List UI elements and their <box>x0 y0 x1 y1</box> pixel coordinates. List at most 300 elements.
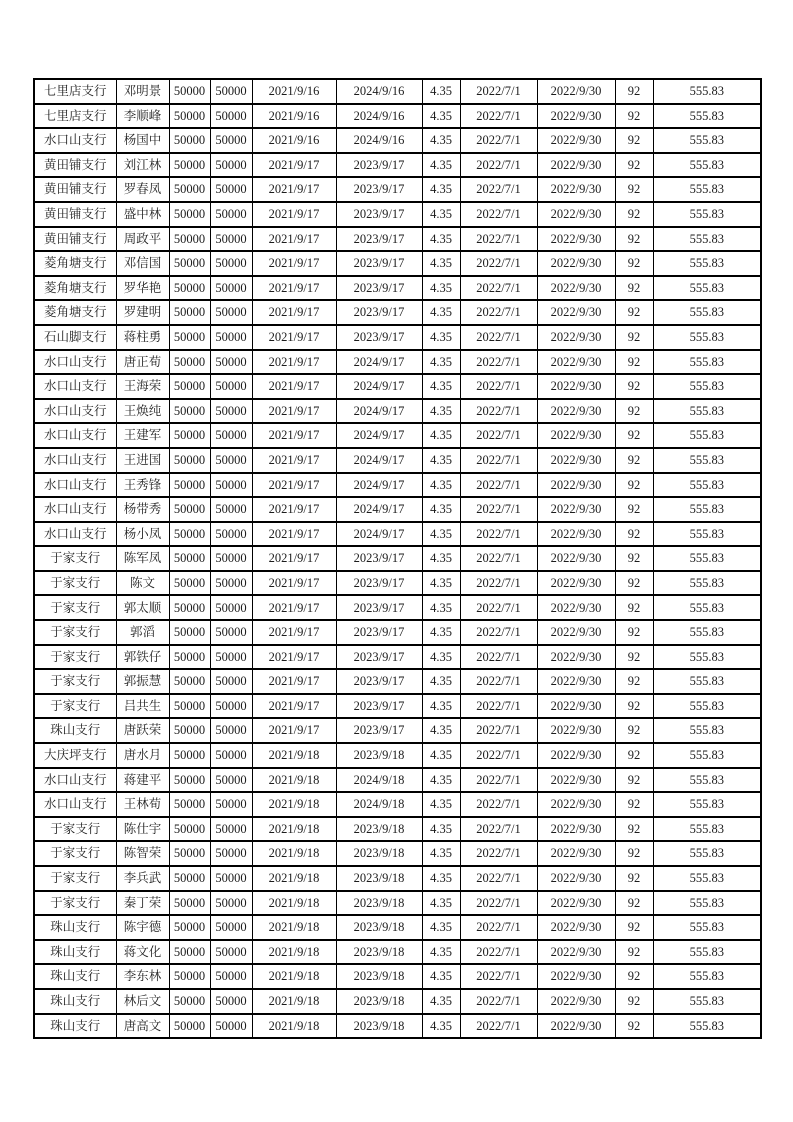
cell-days: 92 <box>615 374 653 399</box>
cell-interest-start: 2022/7/1 <box>460 522 537 547</box>
cell-days: 92 <box>615 350 653 375</box>
cell-interest-end: 2022/9/30 <box>537 718 615 743</box>
cell-interest: 555.83 <box>653 251 761 276</box>
cell-branch: 水口山支行 <box>34 399 116 424</box>
cell-rate: 4.35 <box>422 300 460 325</box>
cell-interest-end: 2022/9/30 <box>537 251 615 276</box>
cell-interest-start: 2022/7/1 <box>460 817 537 842</box>
cell-due-date: 2023/9/17 <box>336 227 422 252</box>
cell-amount2: 50000 <box>210 989 252 1014</box>
cell-amount: 50000 <box>169 350 210 375</box>
cell-rate: 4.35 <box>422 817 460 842</box>
cell-interest-end: 2022/9/30 <box>537 128 615 153</box>
cell-rate: 4.35 <box>422 276 460 301</box>
table-row <box>34 571 761 596</box>
cell-amount: 50000 <box>169 276 210 301</box>
table-row <box>34 620 761 645</box>
cell-interest-end: 2022/9/30 <box>537 1014 615 1039</box>
cell-start-date: 2021/9/17 <box>252 227 336 252</box>
cell-amount2: 50000 <box>210 104 252 129</box>
cell-interest-start: 2022/7/1 <box>460 841 537 866</box>
cell-interest-start: 2022/7/1 <box>460 177 537 202</box>
cell-start-date: 2021/9/17 <box>252 645 336 670</box>
cell-amount2: 50000 <box>210 595 252 620</box>
cell-name: 蒋文化 <box>116 940 169 965</box>
cell-start-date: 2021/9/17 <box>252 473 336 498</box>
cell-rate: 4.35 <box>422 571 460 596</box>
cell-amount: 50000 <box>169 104 210 129</box>
cell-amount: 50000 <box>169 153 210 178</box>
cell-start-date: 2021/9/17 <box>252 718 336 743</box>
cell-due-date: 2023/9/17 <box>336 620 422 645</box>
cell-interest-start: 2022/7/1 <box>460 645 537 670</box>
cell-interest-end: 2022/9/30 <box>537 153 615 178</box>
cell-amount2: 50000 <box>210 128 252 153</box>
cell-rate: 4.35 <box>422 104 460 129</box>
cell-interest-end: 2022/9/30 <box>537 595 615 620</box>
cell-amount: 50000 <box>169 866 210 891</box>
cell-interest: 555.83 <box>653 866 761 891</box>
cell-amount2: 50000 <box>210 448 252 473</box>
cell-days: 92 <box>615 743 653 768</box>
cell-interest-start: 2022/7/1 <box>460 669 537 694</box>
cell-amount: 50000 <box>169 399 210 424</box>
table-row <box>34 423 761 448</box>
cell-interest-end: 2022/9/30 <box>537 841 615 866</box>
cell-interest-start: 2022/7/1 <box>460 251 537 276</box>
cell-name: 杨小凤 <box>116 522 169 547</box>
cell-amount2: 50000 <box>210 374 252 399</box>
cell-start-date: 2021/9/18 <box>252 940 336 965</box>
table-row <box>34 350 761 375</box>
cell-amount2: 50000 <box>210 497 252 522</box>
cell-interest: 555.83 <box>653 1014 761 1039</box>
cell-amount: 50000 <box>169 620 210 645</box>
table-row <box>34 79 761 104</box>
cell-interest-start: 2022/7/1 <box>460 399 537 424</box>
cell-interest: 555.83 <box>653 227 761 252</box>
cell-rate: 4.35 <box>422 79 460 104</box>
cell-interest-end: 2022/9/30 <box>537 350 615 375</box>
cell-amount: 50000 <box>169 177 210 202</box>
cell-name: 王林荀 <box>116 792 169 817</box>
cell-amount: 50000 <box>169 251 210 276</box>
cell-branch: 珠山支行 <box>34 1014 116 1039</box>
cell-rate: 4.35 <box>422 841 460 866</box>
table-row <box>34 891 761 916</box>
cell-interest-start: 2022/7/1 <box>460 915 537 940</box>
cell-days: 92 <box>615 792 653 817</box>
cell-days: 92 <box>615 645 653 670</box>
cell-amount2: 50000 <box>210 694 252 719</box>
cell-interest: 555.83 <box>653 497 761 522</box>
cell-days: 92 <box>615 251 653 276</box>
cell-interest: 555.83 <box>653 645 761 670</box>
cell-due-date: 2023/9/18 <box>336 989 422 1014</box>
cell-name: 陈军凤 <box>116 546 169 571</box>
cell-name: 陈仕宇 <box>116 817 169 842</box>
cell-due-date: 2024/9/16 <box>336 79 422 104</box>
cell-name: 李兵武 <box>116 866 169 891</box>
cell-branch: 水口山支行 <box>34 423 116 448</box>
table-row <box>34 743 761 768</box>
cell-due-date: 2023/9/18 <box>336 915 422 940</box>
cell-branch: 菱角塘支行 <box>34 276 116 301</box>
cell-due-date: 2023/9/17 <box>336 177 422 202</box>
cell-interest: 555.83 <box>653 546 761 571</box>
cell-interest-start: 2022/7/1 <box>460 276 537 301</box>
cell-name: 郭振慧 <box>116 669 169 694</box>
cell-rate: 4.35 <box>422 325 460 350</box>
cell-branch: 大庆坪支行 <box>34 743 116 768</box>
cell-amount2: 50000 <box>210 645 252 670</box>
cell-days: 92 <box>615 989 653 1014</box>
table-row <box>34 153 761 178</box>
cell-due-date: 2024/9/17 <box>336 399 422 424</box>
cell-amount: 50000 <box>169 300 210 325</box>
cell-due-date: 2023/9/17 <box>336 595 422 620</box>
cell-amount2: 50000 <box>210 841 252 866</box>
cell-branch: 七里店支行 <box>34 104 116 129</box>
cell-name: 唐高文 <box>116 1014 169 1039</box>
cell-amount2: 50000 <box>210 399 252 424</box>
table-row <box>34 841 761 866</box>
cell-amount2: 50000 <box>210 891 252 916</box>
cell-days: 92 <box>615 620 653 645</box>
cell-amount2: 50000 <box>210 620 252 645</box>
cell-name: 林后文 <box>116 989 169 1014</box>
cell-interest-start: 2022/7/1 <box>460 448 537 473</box>
cell-rate: 4.35 <box>422 1014 460 1039</box>
cell-branch: 于家支行 <box>34 620 116 645</box>
cell-due-date: 2023/9/18 <box>336 817 422 842</box>
cell-interest-start: 2022/7/1 <box>460 595 537 620</box>
cell-rate: 4.35 <box>422 128 460 153</box>
cell-interest-end: 2022/9/30 <box>537 669 615 694</box>
cell-interest-end: 2022/9/30 <box>537 497 615 522</box>
cell-start-date: 2021/9/16 <box>252 79 336 104</box>
cell-interest-start: 2022/7/1 <box>460 227 537 252</box>
table-row <box>34 964 761 989</box>
cell-start-date: 2021/9/18 <box>252 792 336 817</box>
cell-name: 陈文 <box>116 571 169 596</box>
cell-amount2: 50000 <box>210 153 252 178</box>
loan-interest-table <box>33 78 762 1039</box>
table-row <box>34 374 761 399</box>
cell-name: 陈宇德 <box>116 915 169 940</box>
cell-days: 92 <box>615 153 653 178</box>
cell-name: 吕共生 <box>116 694 169 719</box>
cell-interest: 555.83 <box>653 718 761 743</box>
cell-start-date: 2021/9/18 <box>252 817 336 842</box>
cell-amount2: 50000 <box>210 522 252 547</box>
cell-start-date: 2021/9/18 <box>252 743 336 768</box>
cell-due-date: 2024/9/17 <box>336 497 422 522</box>
cell-days: 92 <box>615 1014 653 1039</box>
cell-start-date: 2021/9/17 <box>252 399 336 424</box>
cell-start-date: 2021/9/17 <box>252 669 336 694</box>
cell-interest-start: 2022/7/1 <box>460 792 537 817</box>
cell-name: 杨国中 <box>116 128 169 153</box>
cell-interest: 555.83 <box>653 300 761 325</box>
table-row <box>34 645 761 670</box>
cell-interest-end: 2022/9/30 <box>537 325 615 350</box>
cell-due-date: 2024/9/17 <box>336 522 422 547</box>
cell-name: 郭铁仔 <box>116 645 169 670</box>
cell-interest-start: 2022/7/1 <box>460 940 537 965</box>
cell-rate: 4.35 <box>422 743 460 768</box>
table-row <box>34 595 761 620</box>
cell-start-date: 2021/9/18 <box>252 841 336 866</box>
cell-branch: 于家支行 <box>34 546 116 571</box>
cell-start-date: 2021/9/17 <box>252 522 336 547</box>
cell-interest-end: 2022/9/30 <box>537 989 615 1014</box>
cell-rate: 4.35 <box>422 669 460 694</box>
cell-name: 邓信国 <box>116 251 169 276</box>
cell-due-date: 2023/9/18 <box>336 964 422 989</box>
cell-rate: 4.35 <box>422 177 460 202</box>
cell-name: 罗建明 <box>116 300 169 325</box>
cell-interest-end: 2022/9/30 <box>537 448 615 473</box>
cell-name: 盛中林 <box>116 202 169 227</box>
cell-amount: 50000 <box>169 891 210 916</box>
cell-days: 92 <box>615 595 653 620</box>
cell-interest: 555.83 <box>653 350 761 375</box>
cell-days: 92 <box>615 399 653 424</box>
cell-interest-start: 2022/7/1 <box>460 423 537 448</box>
cell-branch: 石山脚支行 <box>34 325 116 350</box>
cell-rate: 4.35 <box>422 595 460 620</box>
cell-rate: 4.35 <box>422 792 460 817</box>
cell-interest-start: 2022/7/1 <box>460 718 537 743</box>
cell-amount: 50000 <box>169 792 210 817</box>
cell-start-date: 2021/9/17 <box>252 202 336 227</box>
cell-rate: 4.35 <box>422 866 460 891</box>
cell-start-date: 2021/9/18 <box>252 1014 336 1039</box>
cell-interest-start: 2022/7/1 <box>460 153 537 178</box>
cell-amount: 50000 <box>169 546 210 571</box>
cell-interest: 555.83 <box>653 571 761 596</box>
cell-days: 92 <box>615 300 653 325</box>
cell-rate: 4.35 <box>422 940 460 965</box>
table-row <box>34 792 761 817</box>
cell-start-date: 2021/9/18 <box>252 768 336 793</box>
cell-interest-end: 2022/9/30 <box>537 915 615 940</box>
cell-start-date: 2021/9/17 <box>252 177 336 202</box>
cell-branch: 七里店支行 <box>34 79 116 104</box>
cell-branch: 于家支行 <box>34 595 116 620</box>
cell-amount2: 50000 <box>210 669 252 694</box>
cell-interest-start: 2022/7/1 <box>460 350 537 375</box>
cell-interest-start: 2022/7/1 <box>460 104 537 129</box>
cell-start-date: 2021/9/16 <box>252 128 336 153</box>
cell-interest-start: 2022/7/1 <box>460 473 537 498</box>
cell-start-date: 2021/9/17 <box>252 300 336 325</box>
table-row <box>34 473 761 498</box>
cell-name: 陈智荣 <box>116 841 169 866</box>
cell-name: 唐水月 <box>116 743 169 768</box>
cell-due-date: 2024/9/17 <box>336 374 422 399</box>
cell-due-date: 2023/9/18 <box>336 940 422 965</box>
cell-interest-end: 2022/9/30 <box>537 964 615 989</box>
cell-rate: 4.35 <box>422 989 460 1014</box>
table-row <box>34 399 761 424</box>
cell-interest-end: 2022/9/30 <box>537 473 615 498</box>
cell-amount2: 50000 <box>210 743 252 768</box>
cell-start-date: 2021/9/17 <box>252 595 336 620</box>
cell-interest-end: 2022/9/30 <box>537 694 615 719</box>
cell-amount: 50000 <box>169 915 210 940</box>
cell-due-date: 2023/9/18 <box>336 743 422 768</box>
table-row <box>34 104 761 129</box>
cell-due-date: 2024/9/17 <box>336 423 422 448</box>
cell-start-date: 2021/9/17 <box>252 251 336 276</box>
cell-due-date: 2023/9/17 <box>336 645 422 670</box>
cell-due-date: 2023/9/17 <box>336 251 422 276</box>
cell-interest-start: 2022/7/1 <box>460 497 537 522</box>
cell-due-date: 2024/9/18 <box>336 792 422 817</box>
cell-interest: 555.83 <box>653 915 761 940</box>
table-row <box>34 768 761 793</box>
cell-days: 92 <box>615 768 653 793</box>
cell-interest-end: 2022/9/30 <box>537 104 615 129</box>
cell-branch: 黄田铺支行 <box>34 227 116 252</box>
cell-due-date: 2023/9/18 <box>336 1014 422 1039</box>
cell-branch: 水口山支行 <box>34 374 116 399</box>
cell-interest-end: 2022/9/30 <box>537 79 615 104</box>
cell-days: 92 <box>615 177 653 202</box>
cell-interest-start: 2022/7/1 <box>460 79 537 104</box>
cell-amount: 50000 <box>169 571 210 596</box>
cell-days: 92 <box>615 104 653 129</box>
cell-interest: 555.83 <box>653 473 761 498</box>
cell-interest-start: 2022/7/1 <box>460 325 537 350</box>
cell-interest-end: 2022/9/30 <box>537 792 615 817</box>
cell-interest-end: 2022/9/30 <box>537 546 615 571</box>
cell-days: 92 <box>615 940 653 965</box>
cell-name: 王秀锋 <box>116 473 169 498</box>
cell-due-date: 2023/9/17 <box>336 546 422 571</box>
cell-interest-start: 2022/7/1 <box>460 768 537 793</box>
cell-interest-start: 2022/7/1 <box>460 300 537 325</box>
cell-days: 92 <box>615 227 653 252</box>
cell-amount: 50000 <box>169 817 210 842</box>
table-row <box>34 300 761 325</box>
cell-branch: 于家支行 <box>34 841 116 866</box>
cell-interest: 555.83 <box>653 989 761 1014</box>
cell-branch: 珠山支行 <box>34 989 116 1014</box>
cell-interest-end: 2022/9/30 <box>537 300 615 325</box>
cell-rate: 4.35 <box>422 497 460 522</box>
cell-amount2: 50000 <box>210 964 252 989</box>
cell-branch: 珠山支行 <box>34 915 116 940</box>
cell-amount2: 50000 <box>210 768 252 793</box>
cell-branch: 水口山支行 <box>34 350 116 375</box>
cell-due-date: 2023/9/18 <box>336 891 422 916</box>
table-row <box>34 448 761 473</box>
cell-amount2: 50000 <box>210 79 252 104</box>
cell-days: 92 <box>615 571 653 596</box>
table-row <box>34 522 761 547</box>
cell-start-date: 2021/9/18 <box>252 891 336 916</box>
cell-interest-start: 2022/7/1 <box>460 694 537 719</box>
cell-name: 王建军 <box>116 423 169 448</box>
cell-start-date: 2021/9/18 <box>252 989 336 1014</box>
cell-start-date: 2021/9/18 <box>252 866 336 891</box>
cell-name: 蒋建平 <box>116 768 169 793</box>
cell-start-date: 2021/9/16 <box>252 104 336 129</box>
table-row <box>34 276 761 301</box>
cell-days: 92 <box>615 497 653 522</box>
cell-due-date: 2024/9/17 <box>336 448 422 473</box>
cell-rate: 4.35 <box>422 522 460 547</box>
cell-interest: 555.83 <box>653 325 761 350</box>
cell-interest: 555.83 <box>653 423 761 448</box>
table-row <box>34 1014 761 1039</box>
table-row <box>34 915 761 940</box>
cell-start-date: 2021/9/17 <box>252 374 336 399</box>
cell-interest-end: 2022/9/30 <box>537 891 615 916</box>
cell-interest: 555.83 <box>653 128 761 153</box>
cell-amount: 50000 <box>169 1014 210 1039</box>
cell-start-date: 2021/9/17 <box>252 448 336 473</box>
cell-amount2: 50000 <box>210 423 252 448</box>
cell-amount2: 50000 <box>210 177 252 202</box>
cell-start-date: 2021/9/17 <box>252 276 336 301</box>
cell-start-date: 2021/9/17 <box>252 325 336 350</box>
cell-interest-end: 2022/9/30 <box>537 620 615 645</box>
cell-branch: 水口山支行 <box>34 522 116 547</box>
cell-interest: 555.83 <box>653 620 761 645</box>
cell-amount: 50000 <box>169 79 210 104</box>
cell-amount: 50000 <box>169 989 210 1014</box>
cell-amount: 50000 <box>169 325 210 350</box>
cell-amount: 50000 <box>169 768 210 793</box>
cell-interest-start: 2022/7/1 <box>460 202 537 227</box>
cell-rate: 4.35 <box>422 251 460 276</box>
cell-days: 92 <box>615 325 653 350</box>
cell-name: 秦丁荣 <box>116 891 169 916</box>
cell-due-date: 2024/9/16 <box>336 128 422 153</box>
cell-name: 唐跃荣 <box>116 718 169 743</box>
cell-days: 92 <box>615 817 653 842</box>
cell-interest-start: 2022/7/1 <box>460 964 537 989</box>
cell-due-date: 2023/9/17 <box>336 325 422 350</box>
cell-branch: 珠山支行 <box>34 940 116 965</box>
cell-interest-start: 2022/7/1 <box>460 620 537 645</box>
cell-branch: 于家支行 <box>34 694 116 719</box>
cell-days: 92 <box>615 841 653 866</box>
cell-days: 92 <box>615 202 653 227</box>
cell-interest-end: 2022/9/30 <box>537 571 615 596</box>
cell-due-date: 2023/9/18 <box>336 841 422 866</box>
cell-rate: 4.35 <box>422 399 460 424</box>
cell-due-date: 2023/9/18 <box>336 866 422 891</box>
cell-start-date: 2021/9/17 <box>252 497 336 522</box>
cell-branch: 于家支行 <box>34 817 116 842</box>
cell-interest-start: 2022/7/1 <box>460 866 537 891</box>
cell-branch: 菱角塘支行 <box>34 251 116 276</box>
cell-rate: 4.35 <box>422 153 460 178</box>
cell-days: 92 <box>615 718 653 743</box>
cell-due-date: 2024/9/18 <box>336 768 422 793</box>
cell-days: 92 <box>615 448 653 473</box>
cell-name: 李顺峰 <box>116 104 169 129</box>
cell-amount: 50000 <box>169 841 210 866</box>
cell-interest-end: 2022/9/30 <box>537 940 615 965</box>
cell-rate: 4.35 <box>422 891 460 916</box>
table-row <box>34 669 761 694</box>
